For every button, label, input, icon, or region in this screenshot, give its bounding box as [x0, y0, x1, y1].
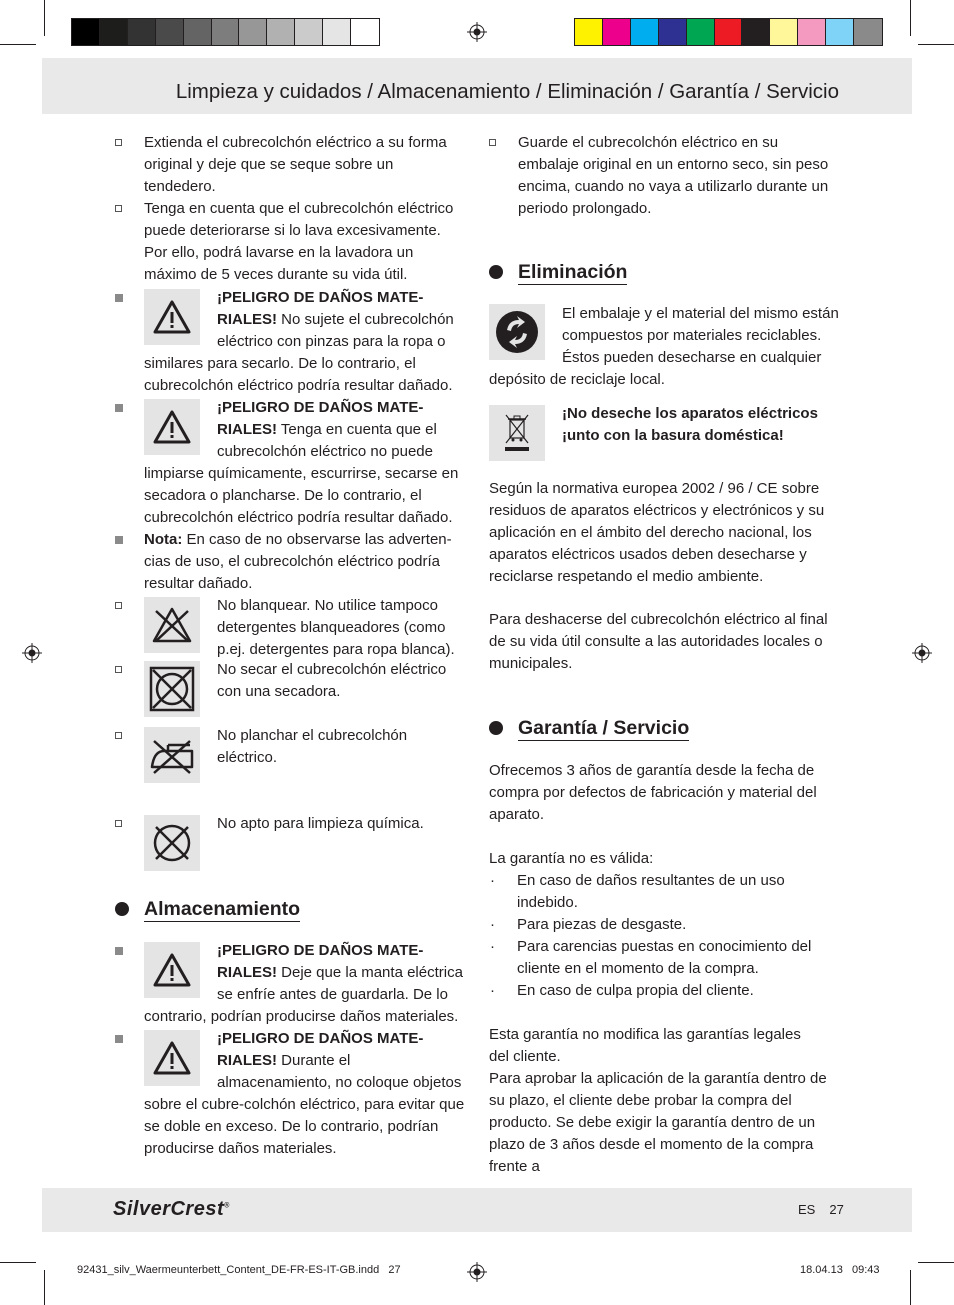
warning-item: [115, 287, 467, 397]
color-swatch: [659, 19, 687, 45]
item-text: No apto para limpieza química.: [217, 815, 424, 832]
square-bullet-icon: [115, 536, 123, 544]
warning-label: ¡PELIGRO DE DAÑOS MATE-RIALES!: [217, 399, 424, 438]
checkbox-bullet-icon: [115, 602, 122, 609]
legal-text: Esta garantía no modifica las garantías legales del cliente.: [489, 1026, 801, 1065]
square-bullet-icon: [115, 1035, 123, 1043]
checkbox-bullet-icon: [489, 139, 496, 146]
weee-warning-text: ¡No deseche los aparatos eléctricos ¡unto con la basura doméstica!: [562, 405, 818, 444]
item-text: Para carencias puestas en conocimiento del cliente en el momento de la compra.: [517, 938, 812, 977]
section-heading-disposal: [489, 259, 841, 285]
checkbox-bullet-icon: [115, 732, 122, 739]
list-item: [489, 132, 841, 220]
proof-text: Para aprobar la aplicación de la garantía dentro de su plazo, el cliente debe probar la compra del producto. Se debe exigir la garantía dentro de un plazo de 3 años desde el momento de la compra frente a: [489, 1070, 827, 1175]
color-swatch: [631, 19, 659, 45]
heading-text: Garantía / Servicio: [518, 717, 690, 739]
registration-mark-icon: [912, 643, 932, 663]
checkbox-bullet-icon: [115, 139, 122, 146]
warning-label: ¡PELIGRO DE DAÑOS MATE-RIALES!: [217, 1030, 424, 1069]
color-swatch: [798, 19, 826, 45]
left-column: [115, 132, 467, 871]
no-dry-clean-icon: [144, 815, 200, 871]
color-swatch: [575, 19, 603, 45]
checkbox-bullet-icon: [115, 820, 122, 827]
square-bullet-icon: [115, 947, 123, 955]
process-color-bar: [574, 18, 883, 46]
care-symbol-item: [115, 595, 467, 657]
list-item: [115, 198, 467, 286]
note-item: [115, 529, 467, 595]
color-swatch: [323, 19, 351, 45]
right-column: [489, 132, 841, 1178]
storage-section: [115, 896, 467, 1160]
no-tumble-dry-icon: [144, 661, 200, 717]
slug-file: 92431_silv_Waermeunterbett_Content_DE-FR-ES-IT-GB.indd 27: [77, 1264, 401, 1276]
registration-mark-icon: [467, 22, 487, 42]
heading-text: Almacenamiento: [144, 898, 301, 920]
checkbox-bullet-icon: [115, 666, 122, 673]
gray-color-bar: [71, 18, 380, 46]
recycle-text: El embalaje y el material del mismo están compuestos por materiales reciclables. Éstos pueden desecharse en cualquier depósito de reciclaje local.: [489, 305, 839, 388]
list-item: [115, 132, 467, 198]
item-text: Durante el almacenamiento, no coloque objetos sobre el cubre-colchón eléctrico, para evitar que se doble en exceso. De lo contrario, podrían producirse daños materiales.: [144, 1052, 465, 1157]
color-swatch: [715, 19, 743, 45]
item-text: En caso de culpa propia del cliente.: [517, 982, 754, 999]
crop-mark: [918, 44, 954, 45]
registration-mark-icon: [467, 1262, 487, 1282]
color-swatch: [854, 19, 882, 45]
item-text: Extienda el cubrecolchón eléctrico a su forma original y deje que se seque sobre un tendedero.: [144, 134, 447, 195]
list-item: · Para piezas de desgaste.: [489, 914, 841, 936]
warning-label: ¡PELIGRO DE DAÑOS MATE-RIALES!: [217, 942, 424, 981]
crop-mark: [910, 0, 911, 36]
warning-item: [115, 397, 467, 529]
checkbox-bullet-icon: [115, 205, 122, 212]
color-swatch: [72, 19, 100, 45]
item-text: No blanquear. No utilice tampoco detergentes blanqueadores (como p.ej. detergentes para ropa blanca).: [217, 597, 455, 658]
warranty-invalid-label: La garantía no es válida:: [489, 850, 654, 867]
color-swatch: [239, 19, 267, 45]
note-label: Nota:: [144, 531, 183, 548]
page-number-value: 27: [829, 1202, 844, 1217]
crop-mark: [918, 1262, 954, 1263]
color-swatch: [184, 19, 212, 45]
warning-triangle-icon: [144, 289, 200, 345]
language-code: ES: [798, 1202, 816, 1217]
weee-block: [489, 403, 841, 461]
slug-date: 18.04.13 09:43: [800, 1264, 880, 1276]
warning-triangle-icon: [144, 942, 200, 998]
color-swatch: [295, 19, 323, 45]
item-text: Tenga en cuenta que el cubrecolchón eléctrico puede deteriorarse si lo lava excesivamente. Por ello, podrá lavarse en la lavadora un máximo de 5 veces durante su vida útil.: [144, 200, 454, 283]
item-text: Deje que la manta eléctrica se enfríe antes de guardarla. De lo contrario, podrían producirse daños materiales.: [144, 964, 463, 1025]
disposal-paragraph: Para deshacerse del cubrecolchón eléctrico al final de su vida útil consulte a las autoridades locales o municipales.: [489, 611, 828, 672]
crop-mark: [910, 1270, 911, 1305]
warranty-intro: Ofrecemos 3 años de garantía desde la fecha de compra por defectos de fabricación y material del aparato.: [489, 762, 817, 823]
item-text: Para piezas de desgaste.: [517, 916, 687, 933]
warning-item: [115, 940, 467, 1028]
care-symbol-item: [115, 725, 467, 813]
item-text: Tenga en cuenta que el cubrecolchón eléctrico no puede limpiarse químicamente, escurrirse, secarse en secadora o plancharse. De lo contrario, el cubrecolchón eléctrico podría resultar dañado.: [144, 421, 459, 526]
care-symbol-item: [115, 813, 467, 871]
page-number: [798, 1202, 844, 1217]
warning-triangle-icon: [144, 1030, 200, 1086]
color-swatch: [128, 19, 156, 45]
crop-mark: [44, 0, 45, 36]
crossed-bin-icon: [489, 405, 545, 461]
color-swatch: [212, 19, 240, 45]
section-heading-storage: [115, 896, 467, 922]
warning-triangle-icon: [144, 399, 200, 455]
crop-mark: [0, 44, 36, 45]
square-bullet-icon: [115, 404, 123, 412]
directive-paragraph: Según la normativa europea 2002 / 96 / CE sobre residuos de aparatos eléctricos y electrónicos y su aplicación en el ámbito del derecho nacional, los aparatos eléctricos usados deben desecharse y reciclarse respetando el medio ambiente.: [489, 480, 825, 585]
list-item: · Para carencias puestas en conocimiento del cliente en el momento de la compra.: [489, 936, 841, 980]
care-symbol-item: [115, 659, 467, 725]
registration-mark-icon: [22, 643, 42, 663]
color-swatch: [603, 19, 631, 45]
page-title: Limpieza y cuidados / Almacenamiento / Eliminación / Garantía / Servicio: [175, 80, 839, 103]
color-swatch: [351, 19, 379, 45]
list-item: · En caso de culpa propia del cliente.: [489, 980, 841, 1002]
heading-text: Eliminación: [518, 261, 628, 283]
color-swatch: [770, 19, 798, 45]
no-ironing-icon: [144, 727, 200, 783]
section-dot-icon: [489, 265, 503, 279]
color-swatch: [826, 19, 854, 45]
list-item: · En caso de daños resultantes de un uso indebido.: [489, 870, 841, 914]
brand-reg-mark: ®: [224, 1202, 230, 1210]
item-text: Guarde el cubrecolchón eléctrico en su embalaje original en un entorno seco, sin peso encima, cuando no vaya a utilizarlo durante un periodo prolongado.: [518, 134, 829, 217]
section-dot-icon: [115, 902, 129, 916]
recycling-symbol-icon: [489, 304, 545, 360]
color-swatch: [742, 19, 770, 45]
brand-name: SilverCrest: [113, 1198, 225, 1220]
section-dot-icon: [489, 721, 503, 735]
section-heading-warranty: [489, 715, 841, 741]
item-text: No planchar el cubrecolchón eléctrico.: [217, 727, 408, 766]
color-swatch: [687, 19, 715, 45]
warning-item: [115, 1028, 467, 1160]
color-swatch: [156, 19, 184, 45]
recycle-block: [489, 303, 841, 391]
item-text: No sujete el cubrecolchón eléctrico con pinzas para la ropa o similares para secarlo. De lo contrario, el cubrecolchón eléctrico podría resultar dañado.: [144, 311, 454, 394]
crop-mark: [0, 1262, 36, 1263]
item-text: En caso de no observarse las adverten-cias de uso, el cubrecolchón eléctrico podría resultar dañado.: [144, 531, 452, 592]
warning-label: ¡PELIGRO DE DAÑOS MATE-RIALES!: [217, 289, 424, 328]
item-text: No secar el cubrecolchón eléctrico con una secadora.: [217, 661, 447, 700]
square-bullet-icon: [115, 294, 123, 302]
crop-mark: [44, 1270, 45, 1305]
brand-logo: [113, 1198, 230, 1221]
color-swatch: [100, 19, 128, 45]
color-swatch: [267, 19, 295, 45]
no-bleach-icon: [144, 597, 200, 653]
item-text: En caso de daños resultantes de un uso indebido.: [517, 872, 785, 911]
